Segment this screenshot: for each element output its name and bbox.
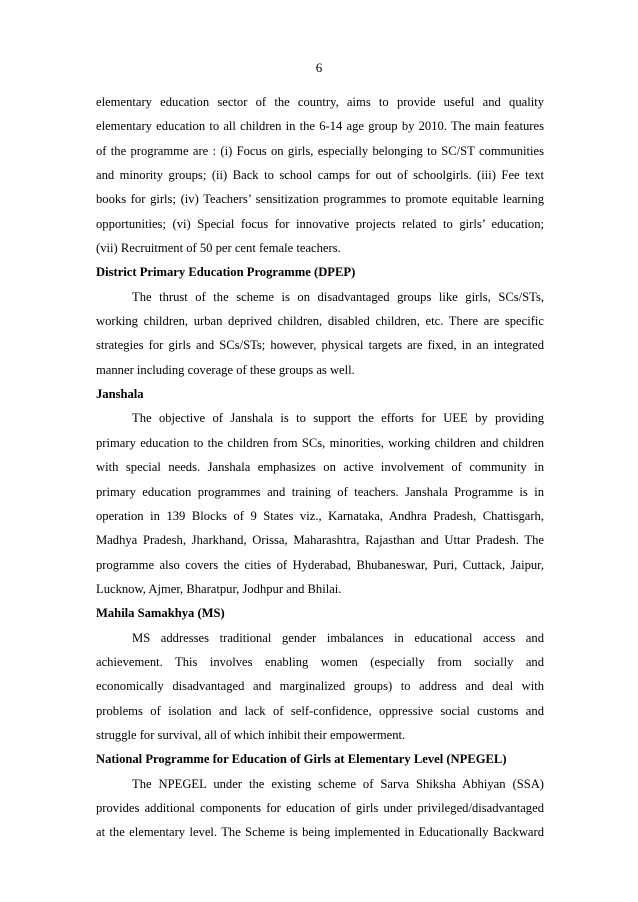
text-line: primary education programmes and training of teachers. Janshala Programme is in — [96, 484, 544, 499]
section-heading-janshala: Janshala — [96, 387, 144, 402]
text-line: primary education to the children from SCs, minorities, working children and children — [96, 435, 544, 450]
section-heading-mahila-samakhya: Mahila Samakhya (MS) — [96, 606, 225, 621]
text-line: problems of isolation and lack of self-confidence, oppressive social customs and — [96, 703, 544, 718]
mahila-samakhya-paragraph — [96, 626, 544, 748]
text-line: programme also covers the cities of Hyderabad, Bhubaneswar, Puri, Cuttack, Jaipur, — [96, 557, 544, 572]
dpep-paragraph — [96, 285, 544, 382]
text-line: The NPEGEL under the existing scheme of Sarva Shiksha Abhiyan (SSA) — [132, 776, 544, 791]
text-line: operation in 139 Blocks of 9 States viz., Karnataka, Andhra Pradesh, Chattisgarh, — [96, 508, 544, 523]
text-line: manner including coverage of these groups as well. — [96, 362, 355, 377]
text-line: at the elementary level. The Scheme is being implemented in Educationally Backward — [96, 825, 544, 840]
text-line: MS addresses traditional gender imbalances in educational access and — [132, 630, 544, 645]
text-line: of the programme are : (i) Focus on girls, especially belonging to SC/ST communities — [96, 143, 544, 158]
document-body — [96, 90, 544, 845]
text-line: books for girls; (iv) Teachers’ sensitization programmes to promote equitable learning — [96, 192, 544, 207]
text-line: and minority groups; (ii) Back to school camps for out of schoolgirls. (iii) Fee text — [96, 168, 544, 183]
text-line: provides additional components for education of girls under privileged/disadvantaged — [96, 800, 544, 815]
text-line: The thrust of the scheme is on disadvantaged groups like girls, SCs/STs, — [132, 289, 544, 304]
text-line: economically disadvantaged and marginalized groups) to address and deal with — [96, 679, 544, 694]
janshala-paragraph — [96, 406, 544, 601]
text-line: Lucknow, Ajmer, Bharatpur, Jodhpur and Bhilai. — [96, 581, 342, 596]
text-line: working children, urban deprived children, disabled children, etc. There are specific — [96, 314, 544, 329]
text-line: struggle for survival, all of which inhibit their empowerment. — [96, 727, 406, 742]
text-line: Madhya Pradesh, Jharkhand, Orissa, Maharashtra, Rajasthan and Uttar Pradesh. The — [96, 533, 544, 548]
text-line: achievement. This involves enabling women (especially from socially and — [96, 654, 544, 669]
text-line: with special needs. Janshala emphasizes on active involvement of community in — [96, 460, 544, 475]
section-heading-dpep: District Primary Education Programme (DPEP) — [96, 265, 356, 280]
intro-paragraph — [96, 90, 544, 260]
text-line: opportunities; (vi) Special focus for innovative projects related to girls’ education; — [96, 216, 544, 231]
text-line: The objective of Janshala is to support the efforts for UEE by providing — [132, 411, 544, 426]
text-line: elementary education sector of the country, aims to provide useful and quality — [96, 95, 544, 109]
page-number: 6 — [315, 60, 323, 75]
section-heading-npegel: National Programme for Education of Girls at Elementary Level (NPEGEL) — [96, 752, 507, 767]
npegel-paragraph — [96, 772, 544, 845]
text-line: elementary education to all children in the 6-14 age group by 2010. The main features — [96, 119, 544, 134]
text-line: (vii) Recruitment of 50 per cent female teachers. — [96, 241, 341, 256]
text-line: strategies for girls and SCs/STs; however, physical targets are fixed, in an integrated — [96, 338, 544, 353]
